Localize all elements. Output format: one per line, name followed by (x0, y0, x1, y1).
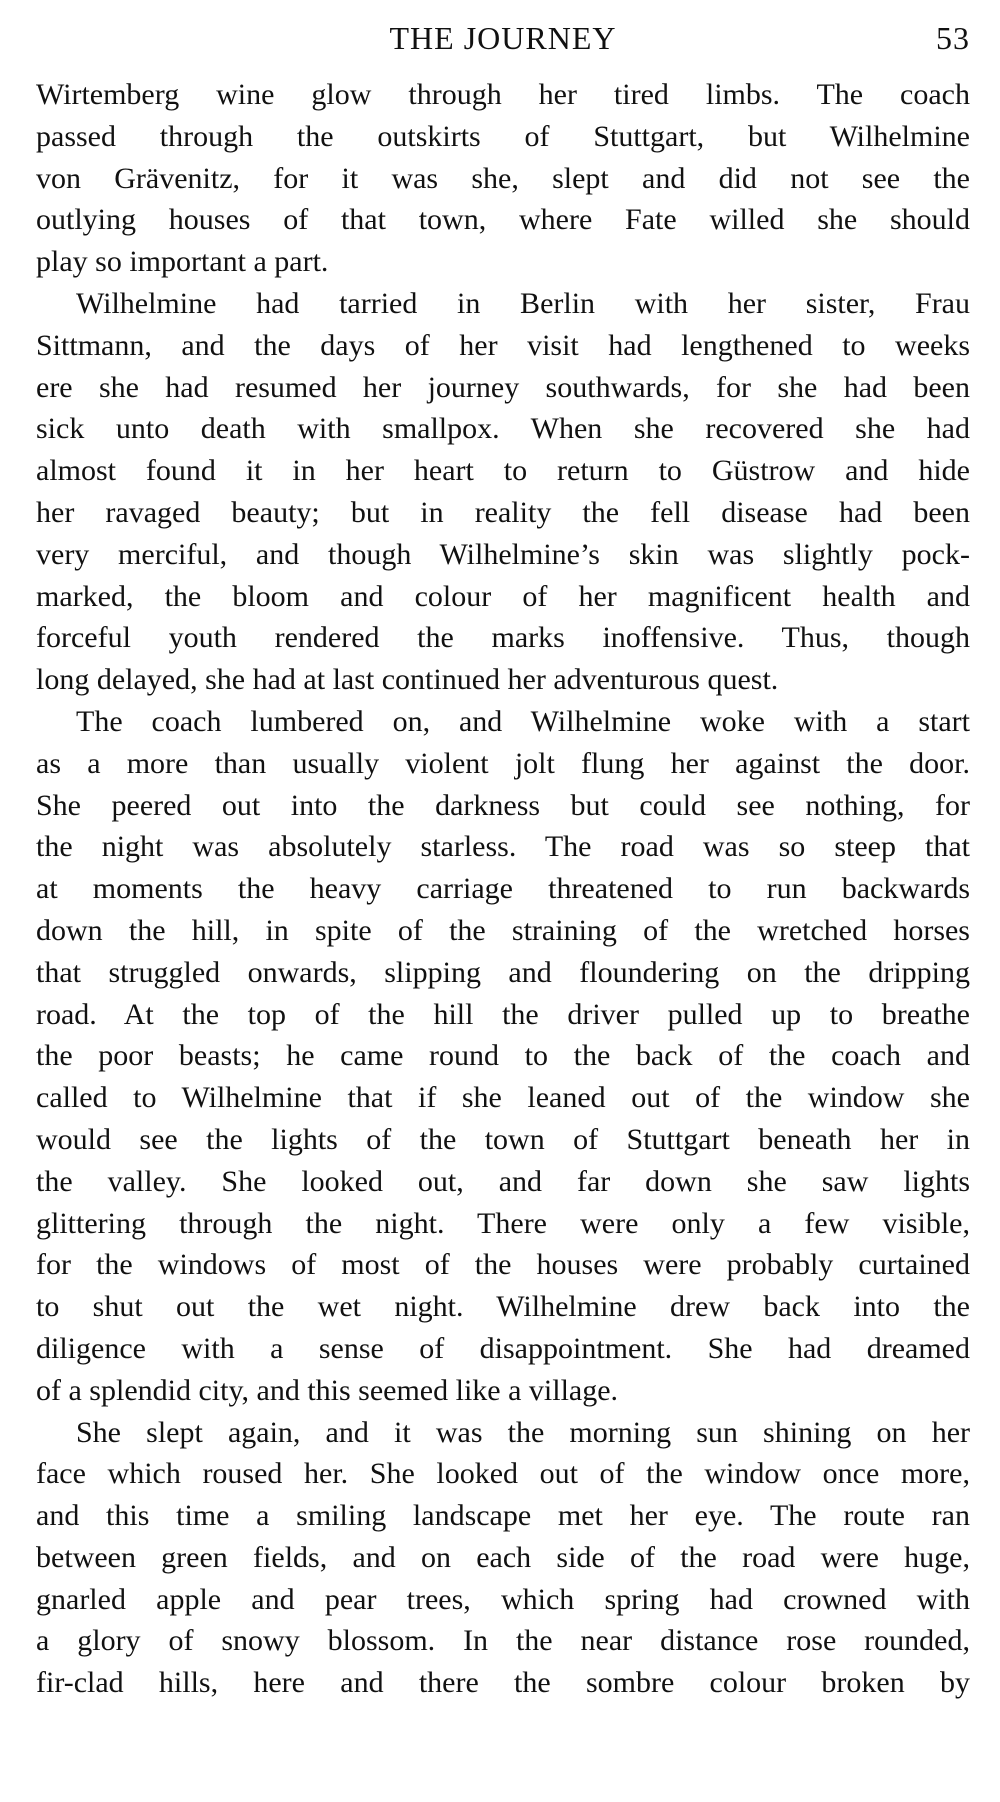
text-line: called to Wilhelmine that if she leaned out of the window she (36, 1081, 970, 1115)
text-line: outlying houses of that town, where Fate willed she should (36, 203, 970, 237)
text-line: and this time a smiling landscape met her eye. The route ran (36, 1499, 970, 1533)
text-line: as a more than usually violent jolt flung her against the door. (36, 746, 970, 780)
text-line: She slept again, and it was the morning sun shining on her (76, 1415, 970, 1449)
text-line: sick unto death with smallpox. When she recovered she had (36, 412, 970, 446)
text-line: diligence with a sense of disappointment. She had dreamed (36, 1331, 970, 1365)
text-line: road. At the top of the hill the driver pulled up to breathe (36, 997, 970, 1031)
text-line: between green fields, and on each side of the road were huge, (36, 1540, 970, 1574)
text-line: marked, the bloom and colour of her magnificent health and (36, 579, 970, 613)
text-line: down the hill, in spite of the straining of the wretched horses (36, 913, 970, 947)
text-line: that struggled onwards, slipping and floundering on the dripping (36, 955, 970, 989)
running-title: THE JOURNEY (389, 20, 617, 56)
text-line: Sittmann, and the days of her visit had lengthened to weeks (36, 328, 970, 362)
text-line: glittering through the night. There were only a few visible, (36, 1206, 970, 1240)
text-line: Wilhelmine had tarried in Berlin with her sister, Frau (76, 286, 970, 320)
text-line: of a splendid city, and this seemed like a village. (36, 1373, 619, 1407)
running-head (36, 10, 970, 66)
text-line: would see the lights of the town of Stuttgart beneath her in (36, 1122, 970, 1156)
text-line: fir-clad hills, here and there the sombre colour broken by (36, 1666, 970, 1700)
text-line: play so important a part. (36, 245, 329, 279)
text-line: very merciful, and though Wilhelmine’s skin was slightly pock- (36, 537, 970, 571)
page-number: 53 (936, 20, 970, 56)
text-line: The coach lumbered on, and Wilhelmine woke with a start (76, 704, 970, 738)
text-line: gnarled apple and pear trees, which spring had crowned with (36, 1582, 970, 1616)
text-line: for the windows of most of the houses were probably curtained (36, 1248, 970, 1282)
text-line: a glory of snowy blossom. In the near distance rose rounded, (36, 1624, 970, 1658)
body-text (36, 74, 970, 1704)
book-page (36, 10, 970, 1704)
text-line: long delayed, she had at last continued her adventurous quest. (36, 663, 779, 697)
text-line: the valley. She looked out, and far down she saw lights (36, 1164, 970, 1198)
text-line: to shut out the wet night. Wilhelmine drew back into the (36, 1290, 970, 1324)
text-line: ere she had resumed her journey southwards, for she had been (36, 370, 970, 404)
text-line: von Grävenitz, for it was she, slept and did not see the (36, 161, 970, 195)
text-line: She peered out into the darkness but could see nothing, for (36, 788, 970, 822)
text-line: her ravaged beauty; but in reality the fell disease had been (36, 495, 970, 529)
text-line: passed through the outskirts of Stuttgart, but Wilhelmine (36, 119, 970, 153)
text-line: forceful youth rendered the marks inoffensive. Thus, though (36, 621, 970, 655)
text-line: the poor beasts; he came round to the back of the coach and (36, 1039, 970, 1073)
text-line: almost found it in her heart to return to Güstrow and hide (36, 454, 970, 488)
text-line: the night was absolutely starless. The road was so steep that (36, 830, 970, 864)
text-line: at moments the heavy carriage threatened to run backwards (36, 872, 970, 906)
text-line: face which roused her. She looked out of the window once more, (36, 1457, 970, 1491)
text-line: Wirtemberg wine glow through her tired limbs. The coach (36, 78, 970, 111)
